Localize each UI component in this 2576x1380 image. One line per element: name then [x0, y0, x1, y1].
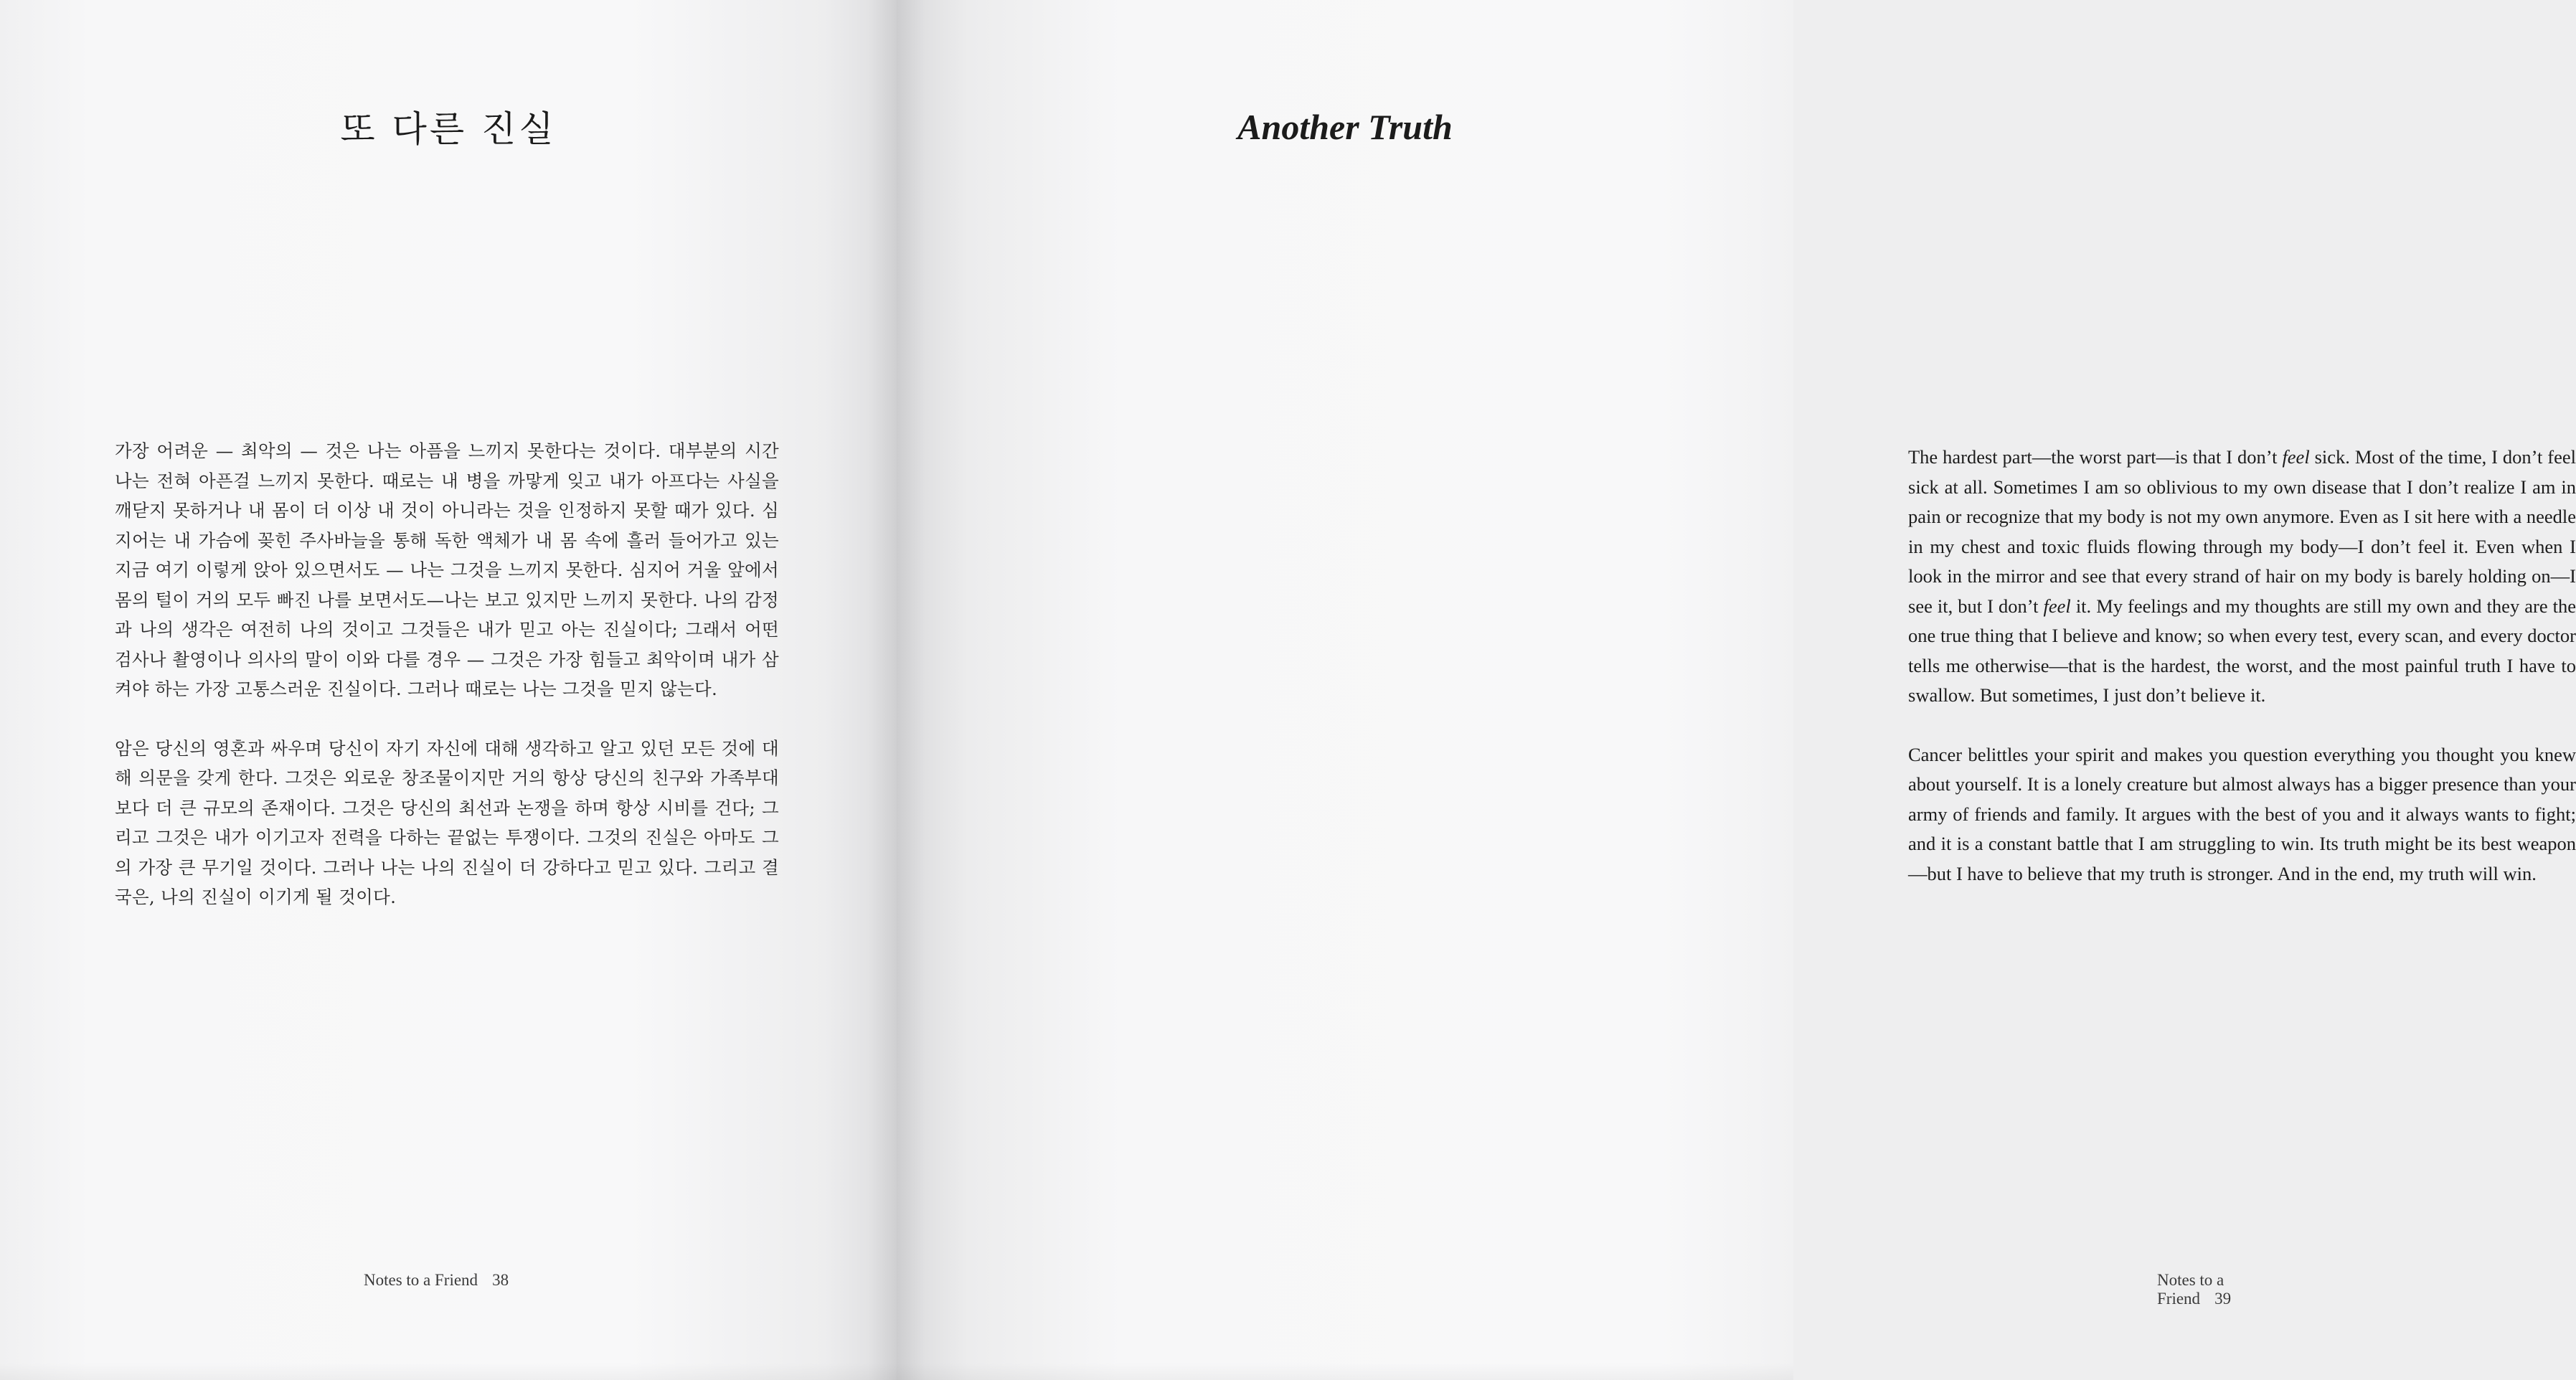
right-page — [897, 0, 2576, 1380]
page-bottom-edge — [0, 1363, 1793, 1380]
english-title: Another Truth — [1237, 107, 1453, 147]
right-page-number: 39 — [2214, 1290, 2232, 1308]
english-paragraph-1-text-a: The hardest part—the worst part—is that I don’t — [1908, 446, 2283, 468]
left-page-number: 38 — [492, 1271, 509, 1289]
korean-paragraph-2: 암은 당신의 영혼과 싸우며 당신이 자기 자신에 대해 생각하고 알고 있던 모든 것에 대해 의문을 갖게 한다. 그것은 외로운 창조물이지만 거의 항상 당신의 친구와 가족부대보다 더 큰 규모의 존재이다. 그것은 당신의 최선과 논쟁을 하며 항상 시비를 건다; 그리고 그것은 내가 이기고자 전력을 다하는 끝없는 투쟁이다. 그것의 진실은 아마도 그의 가장 큰 무기일 것이다. 그러나 나는 나의 진실이 더 강하다고 믿고 있다. 그리고 결국은, 나의 진실이 이기게 될 것이다. — [115, 737, 779, 907]
left-page — [0, 0, 897, 1380]
emphasis-feel: feel — [2282, 446, 2310, 468]
english-paragraph-1-text-c: it. My feelings and my thoughts are still my own and they are the one true thing that I believe and know; so when every test, every scan, and every doctor tells me otherwise—that is the hardest, the worst, and the most painful truth I have to swallow. But sometimes, I just don’t believe it. — [1908, 595, 2576, 706]
english-paragraph-1 — [1908, 443, 2576, 711]
right-footer-title: Notes to a Friend — [2157, 1271, 2224, 1308]
right-page-footer — [2157, 1271, 2231, 1308]
left-page-footer — [364, 1271, 509, 1290]
korean-title: 또 다른 진실 — [340, 108, 557, 150]
emphasis-feel-2: feel — [2043, 595, 2071, 617]
left-footer-title: Notes to a Friend — [364, 1271, 478, 1289]
english-paragraph-1-text-b: sick. Most of the time, I don’t feel sick at all. Sometimes I am so oblivious to my own disease that I don’t realize I am in pain or recognize that my body is not my own anymore. Even as I sit here with a needle in my chest and toxic fluids flowing through my body—I don’t feel it. Even when I look in the mirror and see that every strand of hair on my body is barely holding on—I see it, but I don’t — [1908, 446, 2576, 617]
english-paragraph-2: Cancer belittles your spirit and makes you question everything you thought you knew about yourself. It is a lonely creature but almost always has a bigger presence than your army of friends and family. It argues with the best of you and it always wants to fight; and it is a constant battle that I am struggling to win. Its truth might be its best weapon—but I have to believe that my truth is stronger. And in the end, my truth will win. — [1908, 743, 2576, 884]
korean-body — [115, 436, 779, 942]
korean-paragraph-1: 가장 어려운 — 최악의 — 것은 나는 아픔을 느끼지 못한다는 것이다. 대부분의 시간 나는 전혀 아픈걸 느끼지 못한다. 때로는 내 병을 까맣게 잊고 내가 아프다는 사실을 깨닫지 못하거나 내 몸이 더 이상 내 것이 아니라는 것을 인정하지 못할 때가 있다. 심지어는 내 가슴에 꽂힌 주사바늘을 통해 독한 액체가 내 몸 속에 흘러 들어가고 있는 지금 여기 이렇게 앉아 있으면서도 — 나는 그것을 느끼지 못한다. 심지어 거울 앞에서 몸의 털이 거의 모두 빠진 나를 보면서도—나는 보고 있지만 느끼지 못한다. 나의 감정과 나의 생각은 여전히 나의 것이고 그것들은 내가 믿고 아는 진실이다; 그래서 어떤 검사나 촬영이나 의사의 말이 이와 다를 경우 — 그것은 가장 힘들고 최악이며 내가 삼켜야 하는 가장 고통스러운 진실이다. 그러나 때로는 나는 그것을 믿지 않는다. — [115, 440, 779, 699]
english-body — [1908, 443, 2576, 918]
